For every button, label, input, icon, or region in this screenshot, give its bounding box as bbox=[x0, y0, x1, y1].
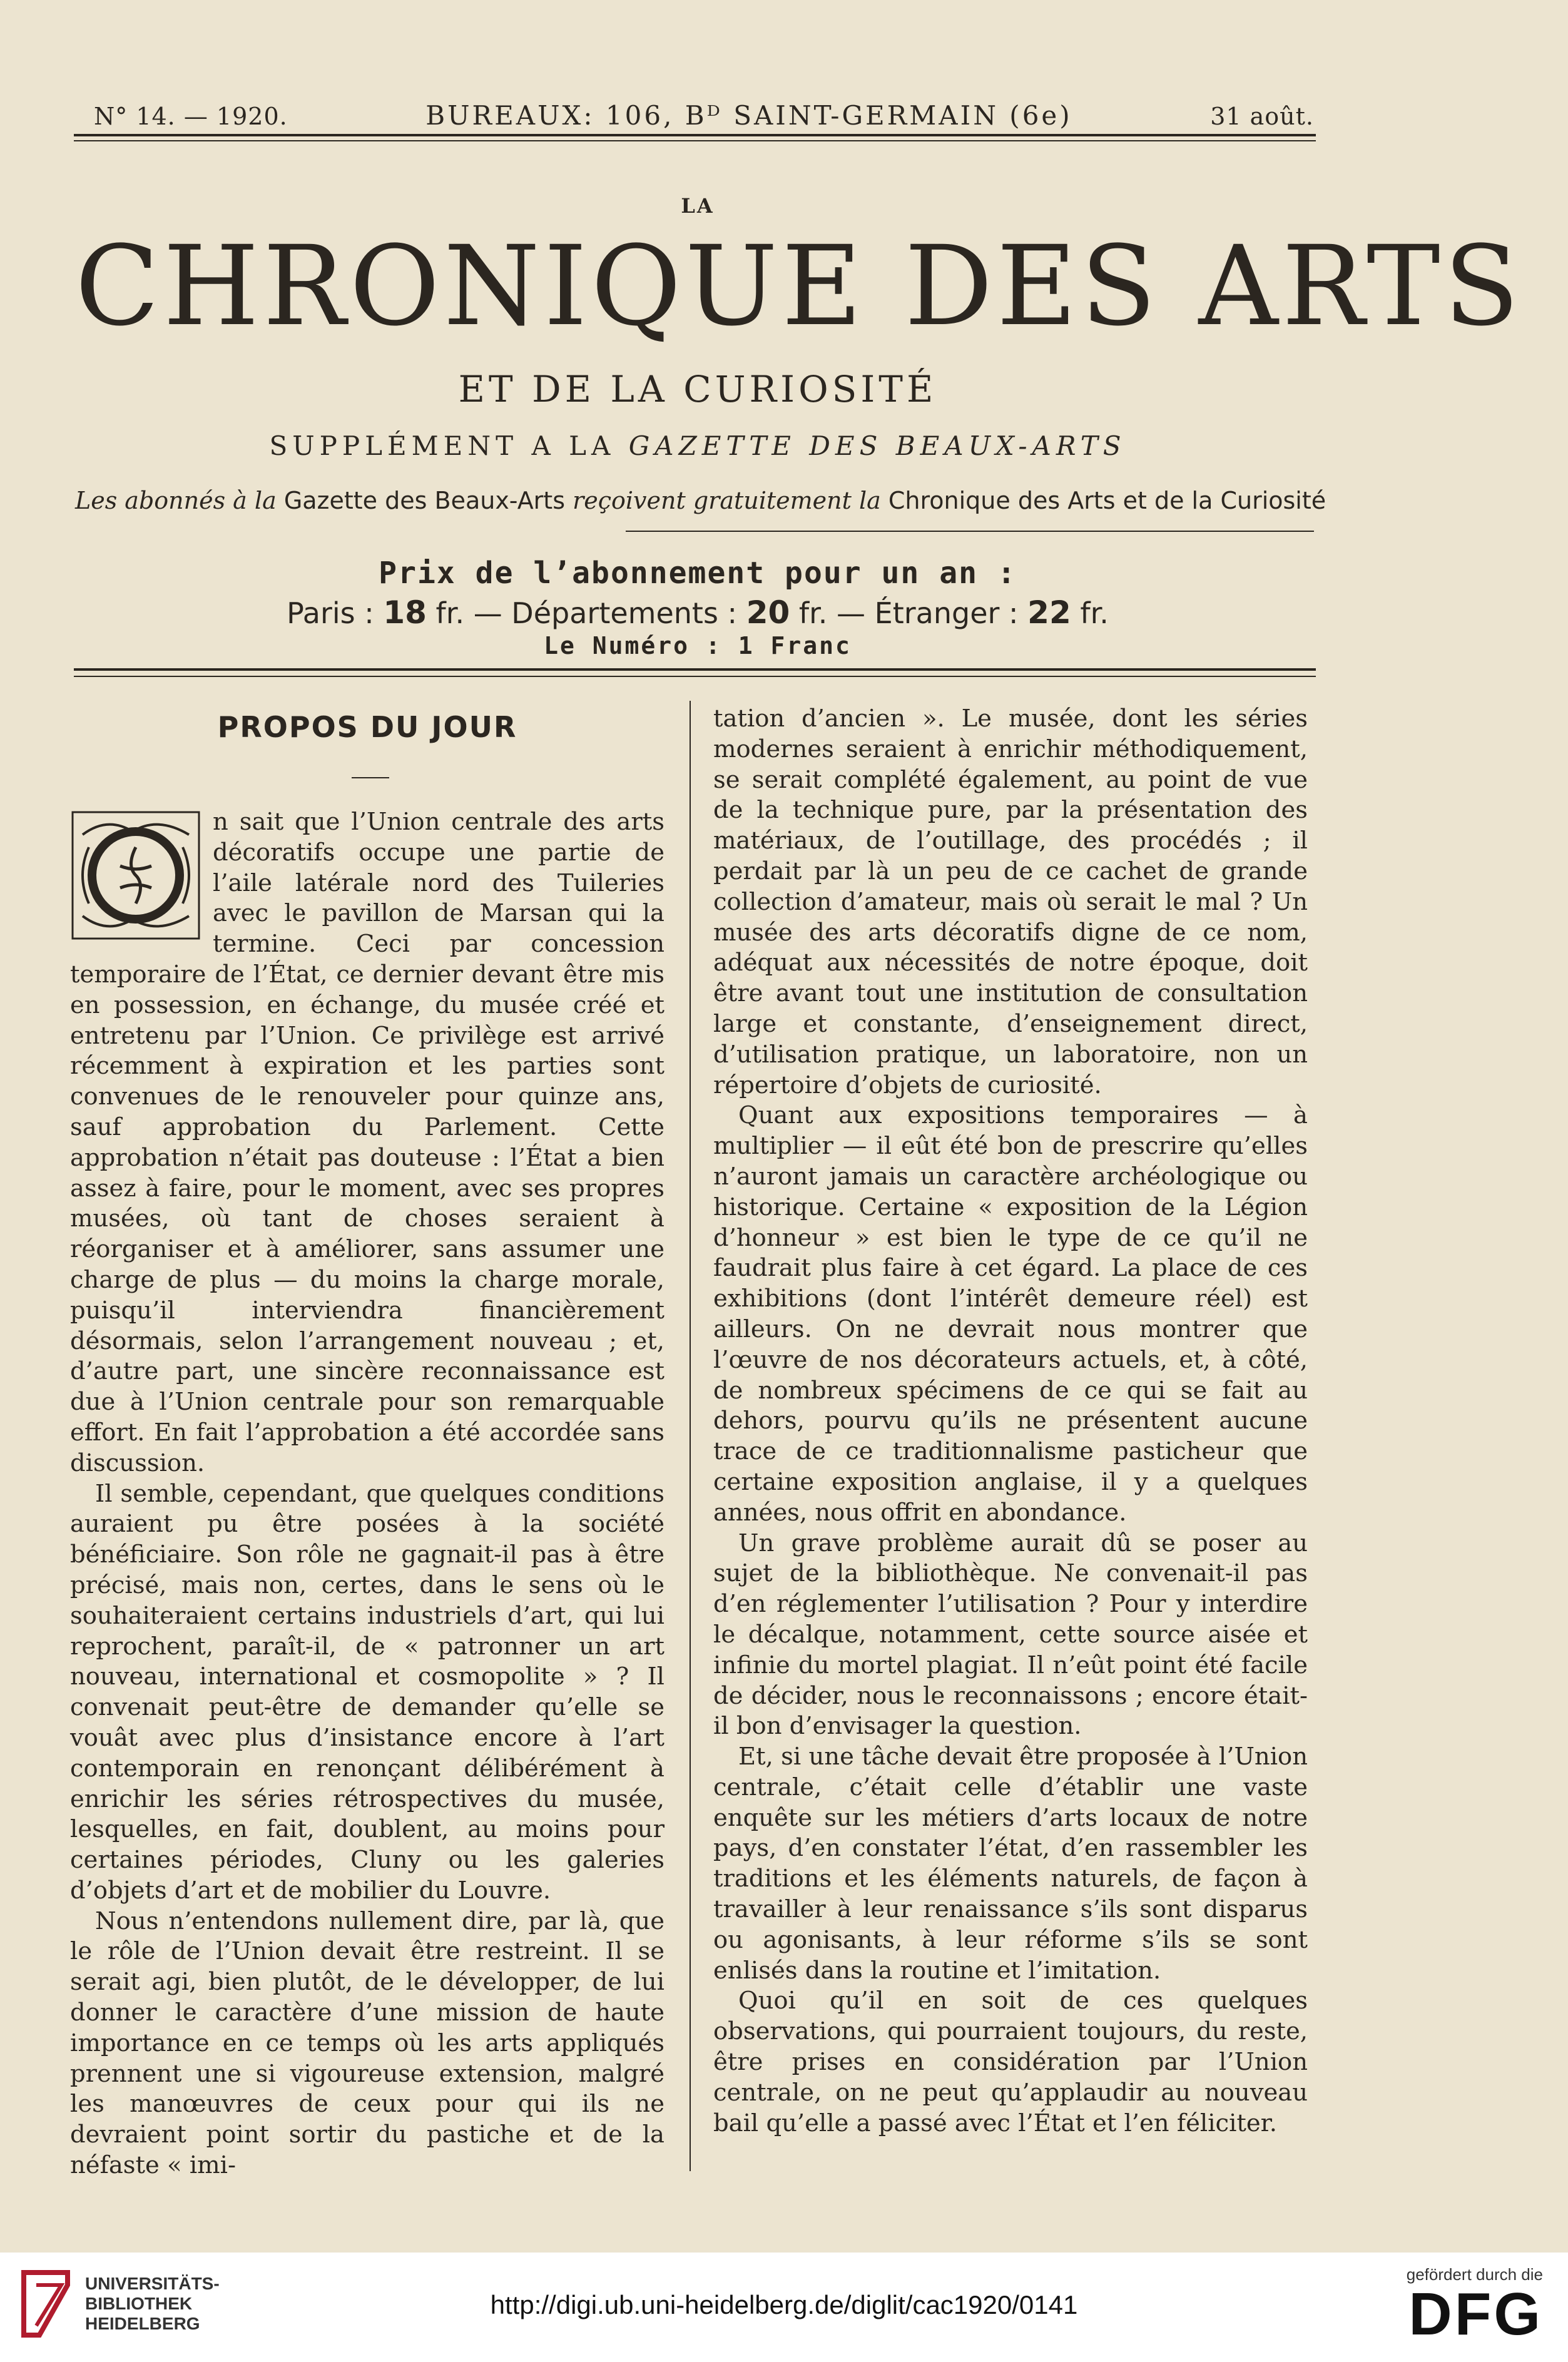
price-rule bbox=[74, 668, 1316, 671]
price-rule-thin bbox=[74, 676, 1316, 677]
ornamental-dropcap bbox=[70, 810, 201, 941]
masthead-title: CHRONIQUE DES ARTS bbox=[75, 222, 1524, 350]
subscribers-note-part2: Gazette des Beaux-Arts bbox=[283, 487, 573, 514]
section-title: PROPOS DU JOUR bbox=[217, 710, 517, 744]
masthead-divider bbox=[626, 531, 1314, 532]
paragraph: Un grave problème aurait dû se poser au sujet de la bibliothèque. Ne convenait-il pas d’en réglementer l’utilisation ? Pour y interdire le décalque, notamment, cette source aisée et infinie du mortel plagiat. Il n’eût point été facile de décider, nous le reconnaissons ; encore était-il bon d’envisager la question. bbox=[713, 1529, 1308, 1741]
dfg-wordmark: DFG bbox=[1408, 2281, 1543, 2348]
single-issue-price: Le Numéro : 1 Franc bbox=[544, 632, 852, 659]
title-dash bbox=[352, 777, 389, 778]
column-divider bbox=[690, 701, 691, 2171]
subscription-prices bbox=[75, 594, 1320, 631]
paragraph: Quoi qu’il en soit de ces quelques observations, qui pourraient toujours, du reste, être prises en considération par l’Union centrale, on ne peut qu’applaudir au nouveau bail qu’elle a passé avec l’État et l’en féliciter. bbox=[713, 1987, 1308, 2137]
paragraph: Quant aux expositions temporaires — à multiplier — il eût été bon de prescrire qu’elles n’auront jamais un caractère archéologique ou historique. Certaine « exposition de la Légion d’honneur » est bien le type de ce qu’il ne faudrait plus faire à cet égard. La place de ces exhibitions (dont l’intérêt demeure réel) est ailleurs. On ne devrait nous montrer que l’œuvre de nos décorateurs actuels, et, à côté, de nombreux spécimens de ce qui se fait au dehors, pourvu qu’ils ne présentent aucune trace de ce traditionnalisme pasticheur que certaine exposition anglaise, il y a quelques années, nous offrit en abondance. bbox=[713, 1101, 1308, 1527]
subscription-heading: Prix de l’abonnement pour un an : bbox=[379, 556, 1017, 591]
paragraph: Il semble, cependant, que quelques conditions auraient pu être posées à la société bénéficiaire. Son rôle ne gagnait-il pas à être précisé, mais non, certes, dans le sens où le souhaiteraient certains industriels d’art, qui lui reprochent, paraît-il, de « patronner un art nouveau, international et cosmopolite » ? Il convenait peut-être de demander qu’elle se vouât avec plus d’insistance encore à l’art contemporain en renonçant délibérément à enrichir les séries rétrospectives du musée, lesquelles, en fait, doublent, au moins pour certaines périodes, Cluny ou les galeries d’objets d’art et de mobilier du Louvre. bbox=[70, 1479, 664, 1905]
subscribers-note-part1: Les abonnés à la bbox=[75, 487, 284, 514]
paragraph: Et, si une tâche devait être proposée à l’Union centrale, c’était celle d’établir une vaste enquête sur les métiers d’arts locaux de notre pays, d’en constater l’état, d’en rassembler les traditions et les éléments naturels, de façon à travailler à leur renaissance s’ils sont disparus ou agonisants, à leur réforme s’ils se sont enlisés dans la routine et l’imitation. bbox=[713, 1743, 1308, 1985]
masthead-subtitle: ET DE LA CURIOSITÉ bbox=[458, 368, 937, 410]
supplement-prefix: SUPPLÉMENT A LA bbox=[269, 430, 629, 461]
paragraph: n sait que l’Union centrale des arts décoratifs occupe une partie de l’aile latérale nord des Tuileries avec le pavillon de Marsan qui la termine. Ceci par concession temporaire de l’État, ce dernier devant être mis en possession, en échange, du musée créé et entretenu par l’Union. Ce privilège est arrivé récemment à expiration et les parties sont convenues de le renouveler pour quinze ans, sauf approbation du Parlement. Cette approbation n’était pas douteuse : l’État a bien assez à faire, pour le moment, avec ses propres musées, où tant de choses seraient à réorganiser et à améliorer, sans assumer une charge de plus — du moins la charge morale, puisqu’il interviendra financièrement désormais, selon l’arrangement nouveau ; et, d’autre part, une sincère reconnaissance est due à l’Union centrale pour son remarquable effort. En fait l’approbation a été accordée sans discussion. bbox=[70, 808, 664, 1477]
masthead-article: LA bbox=[681, 194, 715, 218]
bureaux-address: BUREAUX: 106, Bᴰ SAINT-GERMAIN (6e) bbox=[425, 100, 1072, 131]
subscribers-note-part4: Chronique des Arts et de la Curiosité bbox=[888, 487, 1326, 514]
etranger-price: 22 bbox=[1027, 594, 1071, 631]
paragraph: tation d’ancien ». Le musée, dont les séries modernes seraient à enrichir méthodiquement, se serait complété également, au point de vue de la technique pure, par la présentation des matériaux, de l’outillage, des procédés ; il perdait par là un peu de ce cachet de grande collection d’amateur, mais où serait le mal ? Un musée des arts décoratifs digne de ce nom, adéquat aux nécessités de notre époque, doit être avant tout une institution de consultation large et constante, d’enseignement direct, d’utilisation pratique, un laboratoire, non un répertoire d’objets de curiosité. bbox=[713, 705, 1308, 1099]
departements-label: fr. — Départements : bbox=[426, 596, 746, 630]
library-line-2: BIBLIOTHEK bbox=[85, 2294, 193, 2313]
issue-header bbox=[94, 100, 1314, 131]
supplement-line bbox=[75, 430, 1320, 461]
library-line-1: UNIVERSITÄTS- bbox=[85, 2274, 220, 2293]
departements-price: 20 bbox=[746, 594, 790, 631]
library-line-3: HEIDELBERG bbox=[85, 2314, 200, 2333]
paris-label: Paris : bbox=[287, 596, 384, 630]
article-left-column bbox=[70, 807, 664, 2181]
header-rule-thin bbox=[74, 140, 1316, 141]
funded-by-text: gefördert durch die bbox=[1406, 2265, 1543, 2284]
source-url-link[interactable]: http://digi.ub.uni-heidelberg.de/diglit/cac1920/0141 bbox=[490, 2290, 1078, 2319]
article-right-column bbox=[713, 704, 1308, 2139]
issue-date: 31 août. bbox=[1210, 103, 1314, 130]
paris-price: 18 bbox=[383, 594, 427, 631]
header-rule bbox=[74, 134, 1316, 136]
price-unit: fr. bbox=[1071, 596, 1109, 630]
supplement-italic: GAZETTE DES BEAUX-ARTS bbox=[628, 430, 1126, 461]
subscribers-note-part3: reçoivent gratuitement la bbox=[573, 487, 888, 514]
digitization-footer bbox=[0, 2253, 1568, 2362]
etranger-label: fr. — Étranger : bbox=[790, 596, 1028, 630]
dfg-logo bbox=[1406, 2265, 1543, 2348]
issue-number: N° 14. — 1920. bbox=[94, 103, 288, 130]
dropcap-ornament-icon bbox=[70, 810, 201, 941]
subscribers-note bbox=[75, 487, 1326, 514]
paragraph: Nous n’entendons nullement dire, par là, que le rôle de l’Union devait être restreint. Il se serait agi, bien plutôt, de le développer, de lui donner le caractère d’une mission de haute importance en ce temps où les arts appliqués prennent une si vigoureuse extension, malgré les manœuvres de ceux pour qui ils ne devraient point sortir du pastiche et de la néfaste « imi- bbox=[70, 1906, 664, 2180]
